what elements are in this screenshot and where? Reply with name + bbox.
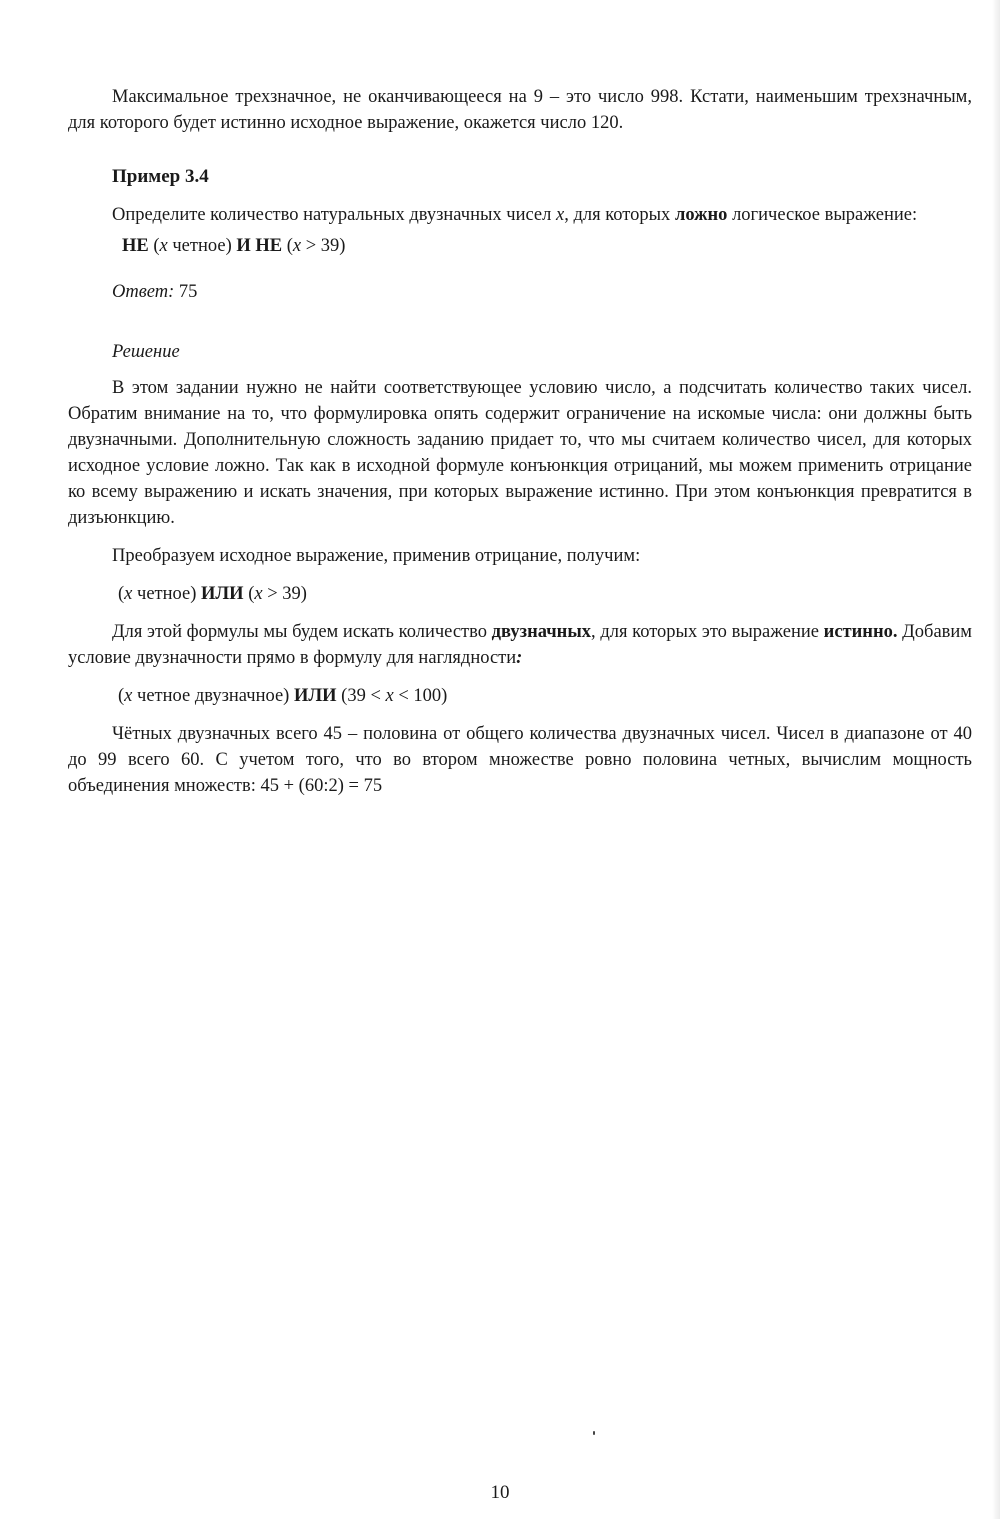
solution-paragraph-4: Чётных двузначных всего 45 – половина от общего количества двузначных чисел. Чисел в диапазоне от 40 до 99 всего 60. С учетом того, что во втором множестве ровно половина четных, вычислим мощность объединения множеств: 45 + (60:2) = 75 [68, 724, 972, 796]
formula-paren: ( [118, 584, 125, 604]
example-task [68, 202, 972, 228]
formula-var: x [124, 686, 133, 706]
answer-label: Ответ: [112, 282, 175, 302]
formula-paren: ( [243, 584, 255, 604]
para3-text-post: Добавим условие двузначности прямо в формулу для наглядности [68, 622, 972, 668]
formula-var: x [254, 584, 263, 604]
formula-part: четное) [132, 584, 201, 604]
formula-part: четное двузначное) [132, 686, 294, 706]
example-title: Пример 3.4 [112, 166, 209, 187]
page-number: 10 [490, 1482, 510, 1503]
answer-line [68, 279, 972, 305]
formula-paren: ( [148, 236, 160, 256]
formula-var: x [292, 236, 302, 256]
solution-formula-3 [68, 683, 972, 709]
page-content [68, 84, 972, 799]
formula-part: четное) [167, 236, 237, 256]
formula-var: x [159, 236, 168, 256]
formula-op-and-not: И НЕ [236, 236, 283, 256]
formula-var: x [385, 686, 394, 706]
formula-op-or: ИЛИ [293, 686, 337, 706]
task-keyword-false: ложно [674, 205, 728, 225]
intro-paragraph: Максимальное трехзначное, не оканчивающееся на 9 – это число 998. Кстати, наименьшим трехзначным, для которого будет истинно исходное выражение, окажется число 120. [68, 87, 972, 133]
solution-paragraph-1: В этом задании нужно не найти соответствующее условию число, а подсчитать количество таких чисел. Обратим внимание на то, что формулировка опять содержит ограничение на искомые числа: они должны быть двузначными. Дополнительную сложность заданию придает то, что мы считаем количество чисел, для которых исходное условие ложно. Так как в исходной формуле конъюнкция отрицаний, мы можем применить отрицание ко всему выражению и искать значения, при которых выражение истинно. При этом конъюнкция превратится в дизъюнкцию. [68, 378, 972, 528]
formula-paren: ( [282, 236, 293, 256]
solution-paragraph-2: Преобразуем исходное выражение, применив отрицание, получим: [112, 546, 641, 566]
solution-label: Решение [112, 342, 180, 362]
para3-bold-true: истинно. [823, 622, 898, 642]
solution-paragraph-3 [68, 619, 972, 671]
task-text-mid: , для которых [564, 205, 675, 225]
formula-part: > 39) [262, 584, 307, 604]
example-formula [68, 233, 972, 259]
task-text-post: логическое выражение: [727, 205, 918, 225]
scan-edge-shadow [992, 0, 1000, 1519]
formula-part: (39 < [336, 686, 386, 706]
scan-speck [593, 1431, 595, 1435]
para3-bold-two-digit: двузначных [491, 622, 592, 642]
para3-text-mid: , для которых это выражение [591, 622, 824, 642]
para3-colon: : [516, 648, 523, 668]
formula-op-not: НЕ [122, 236, 149, 256]
formula-part: < 100) [393, 686, 448, 706]
formula-paren: ( [118, 686, 125, 706]
para3-text-pre: Для этой формулы мы будем искать количество [112, 622, 492, 642]
formula-part: > 39) [301, 236, 346, 256]
answer-value: 75 [174, 282, 198, 302]
formula-op-or: ИЛИ [201, 584, 244, 604]
task-text-pre: Определите количество натуральных двузначных чисел [112, 205, 556, 225]
solution-formula-2 [68, 581, 972, 607]
formula-var: x [124, 584, 133, 604]
task-variable: x [555, 205, 565, 225]
